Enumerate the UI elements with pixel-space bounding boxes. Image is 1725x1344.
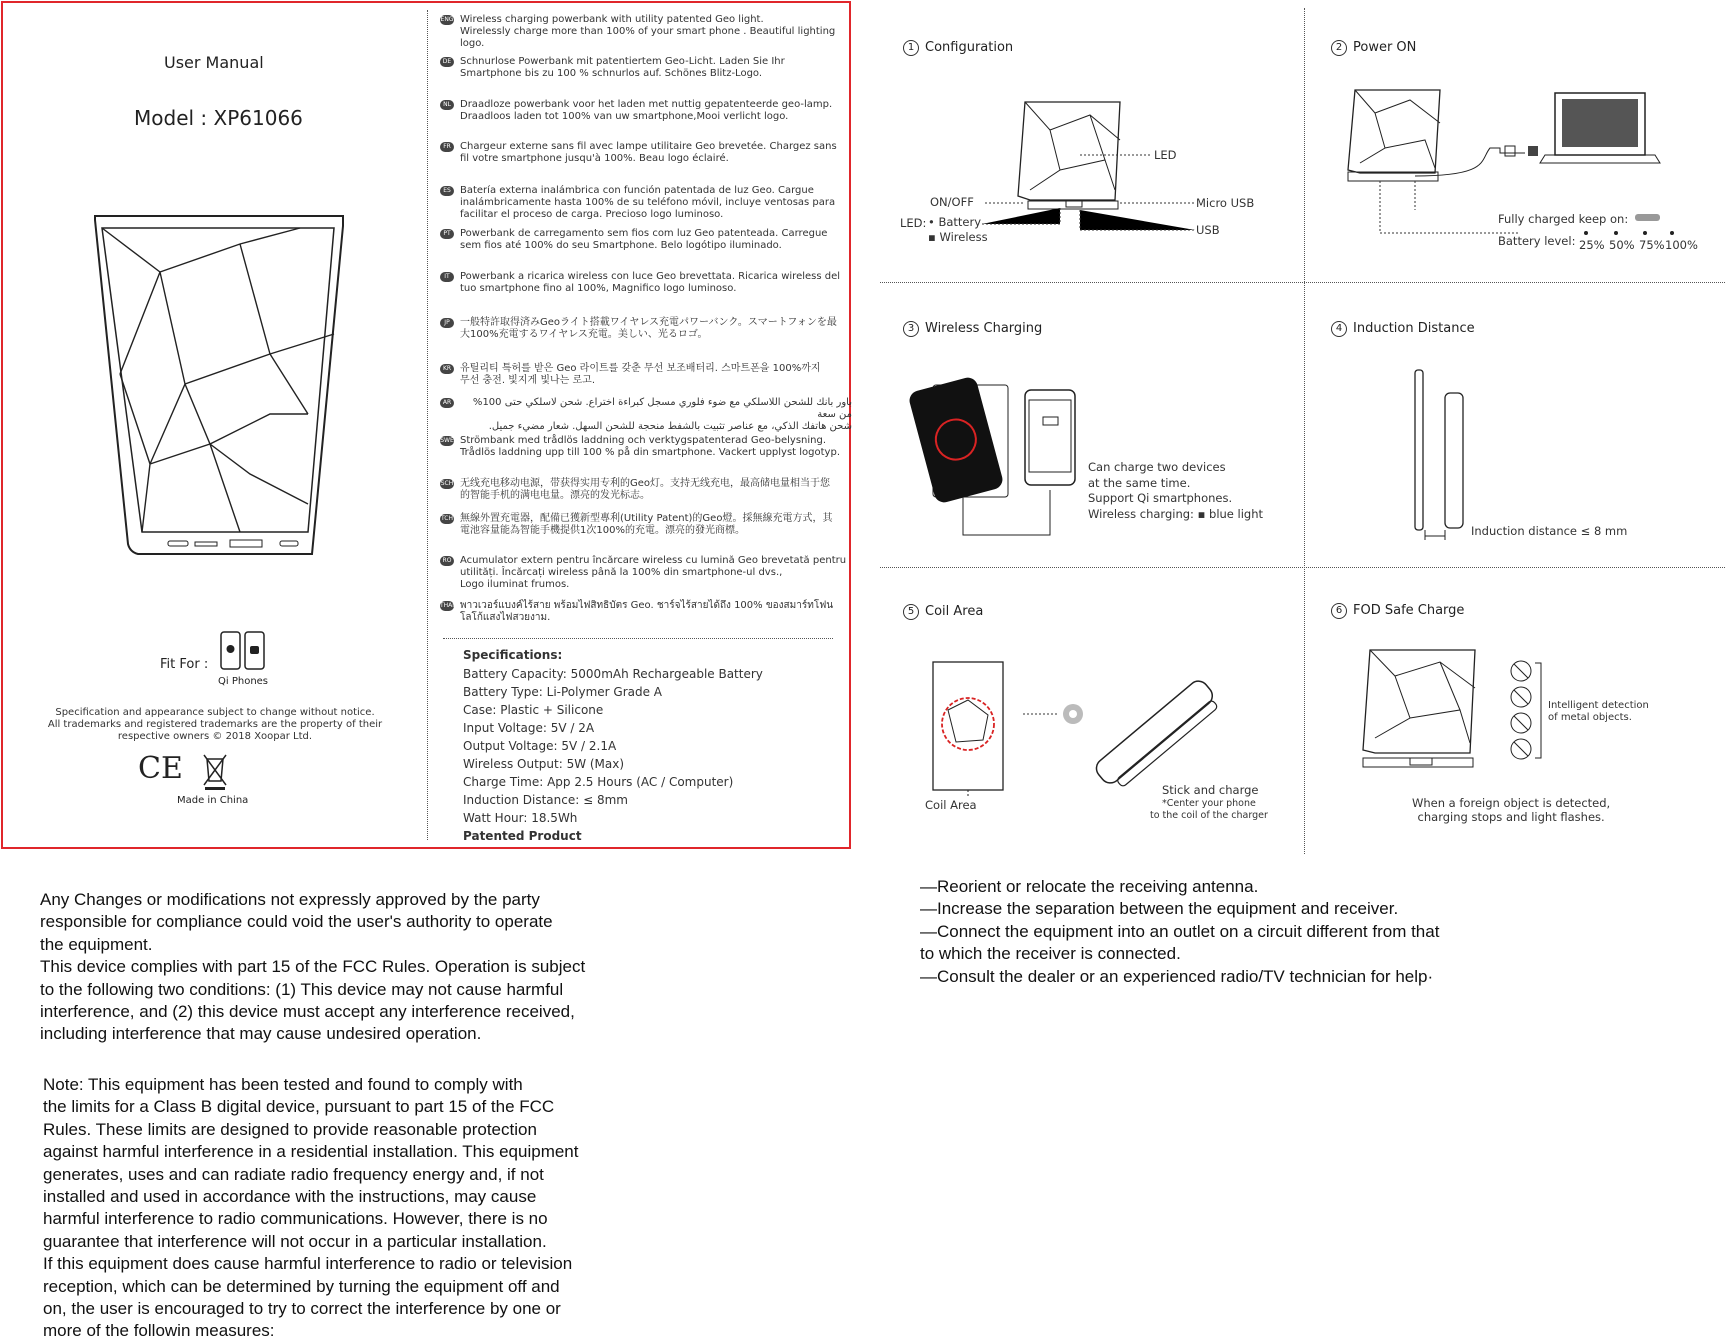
spec-item: Induction Distance: ≤ 8mm: [463, 793, 628, 807]
language-code-badge: PT: [440, 229, 454, 239]
label-battery: • Battery: [928, 215, 982, 229]
language-description: Powerbank a ricarica wireless con luce Geo brevettata. Ricarica wireless del tuo smartphone fino al 100%, Magnifico logo luminoso.: [460, 271, 841, 294]
section-power-on-title: 2 Power ON: [1331, 40, 1416, 56]
spec-item: Input Voltage: 5V / 2A: [463, 721, 595, 735]
language-code-badge: TCH: [440, 515, 453, 522]
language-description: 유틸리티 특허를 받은 Geo 라이트를 갖춘 무선 보조배터리. 스마트폰을 100%까지 무선 충전. 빛지게 빛나는 로고.: [460, 363, 821, 386]
qi-phones-label: Qi Phones: [218, 676, 269, 687]
fcc-class-b-note: Note: This equipment has been tested and found to comply with the limits for a Class B digital device, pursuant to part 15 of the FCC Rules. These limits are designed to provide reasonable protection against harmful interference in a residential installation. This equipment generates, uses and can radiate radio frequency energy and, if not installed and used in accordance with the instructions, may cause harmful interference to radio communications. However, there is no guarantee that interference will not occur in a particular installation. If this equipment does cause harmful interference to radio or television reception, which can be determined by turning the equipment off and on, the user is encouraged to try to correct the interference by one or more of the followin measures:: [43, 1075, 579, 1341]
manual-title: User Manual: [164, 53, 264, 72]
language-code-badge: SCH: [440, 480, 454, 487]
label-led: LED: [1154, 148, 1177, 162]
language-code-badge: JP: [440, 318, 454, 328]
language-description: Wireless charging powerbank with utility patented Geo light. Wirelessly charge more than 100% of your smart phone . Beautiful lighting logo.: [460, 14, 836, 49]
section-configuration-title: 1 Configuration: [903, 40, 1013, 56]
language-description: Schnurlose Powerbank mit patentiertem Geo-Licht. Laden Sie Ihr Smartphone bis zu 100 % schnurlos auf. Schönes Blitz-Logo.: [460, 56, 785, 79]
spec-item: Watt Hour: 18.5Wh: [463, 811, 578, 825]
weee-bin-icon: [202, 753, 228, 791]
battery-level-50: 50%: [1609, 238, 1635, 252]
induction-distance-desc: Induction distance ≤ 8 mm: [1471, 524, 1628, 538]
language-description: Draadloze powerbank voor het laden met nuttig gepatenteerde geo-lamp. Draadloos laden tot 100% van uw smartphone,Mooi verlicht logo.: [460, 99, 833, 122]
label-usb: USB: [1196, 223, 1220, 237]
label-battery-level: Battery level:: [1498, 234, 1576, 248]
battery-level-25: 25%: [1579, 238, 1605, 252]
disclaimer-text: Specification and appearance subject to change without notice. All trademarks and registered trademarks are the property of their respective owners © 2018 Xoopar Ltd.: [47, 707, 383, 742]
language-description: Chargeur externe sans fil avec lampe utilitaire Geo brevetée. Chargez sans fil votre smartphone jusqu'à 100%. Beau logo éclairé.: [460, 141, 837, 164]
wireless-charging-diagram: [915, 375, 1085, 540]
language-description: Strömbank med trådlös laddning och verktygspatenterad Geo-belysning. Trådlös laddning upp till 100 % på din smartphone. Vackert upplyst logotyp.: [460, 435, 840, 458]
language-description: باور بانك للشحن اللاسلكي مع ضوء فلوري مسجل كبراءة اختراع. شحن لاسلكي حتى 100% من سعة شحن هاتفك الذكي، مع عناصر تثبيت بالشفط منحجة للشحن السهل. شعار مضيء جميل.: [472, 397, 852, 432]
metal-object-icons: [1508, 658, 1548, 768]
section-fod-title: 6 FOD Safe Charge: [1331, 603, 1464, 619]
battery-level-100: 100%: [1665, 238, 1698, 252]
fod-detect-text: Intelligent detection of metal objects.: [1548, 700, 1649, 723]
language-code-badge: IT: [440, 272, 454, 282]
language-code-badge: RO: [440, 556, 454, 566]
specs-heading: Specifications:: [463, 648, 563, 662]
spec-item: Battery Type: Li-Polymer Grade A: [463, 685, 663, 699]
fcc-compliance-paragraph: Any Changes or modifications not expressly approved by the party responsible for compliance could void the user's authority to operate the equipment. This device complies with part 15 of the FCC Rules. Operation is subject to the following two conditions: (1) This device may not cause harmful interference, and (2) this device must accept any interference received, including interference that may cause undesired operation.: [40, 890, 586, 1044]
language-code-badge: SWE: [440, 437, 454, 444]
language-code-badge: KR: [440, 364, 454, 374]
section-induction-distance-title: 4 Induction Distance: [1331, 321, 1475, 337]
grid-divider-2: [880, 567, 1725, 568]
language-code-badge: AR: [440, 398, 454, 408]
fit-for-label: Fit For :: [160, 657, 209, 672]
configuration-leader-lines: [980, 150, 1200, 240]
language-code-badge: NL: [440, 100, 454, 110]
phones-icon: [220, 631, 266, 671]
grid-divider-1: [880, 282, 1725, 283]
language-description: 一般特許取得済みGeoライト搭載ワイヤレス充電パワーバンク。スマートフォンを最 大100%充電するワイヤレス充電。美しい、光るロゴ。: [460, 317, 837, 340]
specs-footer: Patented Product: [463, 829, 582, 843]
panel-divider: [427, 10, 428, 840]
grid-divider-vertical: [1304, 8, 1305, 854]
spec-item: Output Voltage: 5V / 2.1A: [463, 739, 617, 753]
language-code-badge: ENG: [440, 16, 454, 23]
label-on-off: ON/OFF: [930, 195, 974, 209]
made-in-label: Made in China: [177, 795, 249, 806]
section-wireless-charging-title: 3 Wireless Charging: [903, 321, 1042, 337]
spec-item: Wireless Output: 5W (Max): [463, 757, 625, 771]
language-description: พาวเวอร์แบงค์ไร้สาย พร้อมไฟสิทธิบัตร Geo. ชาร์จไร้สายได้ถึง 100% ของสมาร์ทโฟน โลโก้แสงไฟสวยงาม.: [460, 600, 834, 623]
language-code-badge: FR: [440, 142, 454, 152]
fod-desc: When a foreign object is detected, charging stops and light flashes.: [1412, 796, 1611, 824]
language-description: Batería externa inalámbrica con función patentada de luz Geo. Cargue inalámbricamente hasta 100% de su teléfono móvil, incluye ventosas para facilitar el proceso de carga. Precioso logo luminoso.: [460, 185, 836, 220]
section-coil-area-title: 5 Coil Area: [903, 604, 983, 620]
center-phone-note: *Center your phone to the coil of the charger: [1150, 798, 1268, 821]
language-description: 無線外置充電器，配備已獲新型專利(Utility Patent)的Geo燈。採無線充電方式，其 電池容量能為智能手機提供1次100%的充電。漂亮的發光商標。: [460, 513, 833, 536]
coil-area-label: Coil Area: [925, 798, 977, 812]
fcc-measures-list: —Reorient or relocate the receiving antenna. —Increase the separation between the equipment and receiver. —Connect the equipment into an outlet on a circuit different from that to which the receiver is connected. —Consult the dealer or an experienced radio/TV technician for help·: [920, 877, 1440, 986]
model-number: Model : XP61066: [134, 106, 303, 130]
induction-distance-diagram: [1405, 368, 1485, 543]
stick-and-charge: Stick and charge: [1162, 783, 1259, 797]
label-led-prefix: LED:: [900, 216, 927, 230]
powerbank-illustration: [90, 214, 360, 559]
spec-item: Charge Time: App 2.5 Hours (AC / Computer): [463, 775, 734, 789]
battery-level-75: 75%: [1639, 238, 1665, 252]
label-fully-charged: Fully charged keep on:: [1498, 212, 1629, 226]
language-code-badge: THAI: [440, 602, 455, 609]
language-code-badge: ES: [440, 186, 454, 196]
label-micro-usb: Micro USB: [1196, 196, 1255, 210]
ce-mark: CE: [138, 751, 183, 786]
wireless-charging-desc: Can charge two devices at the same time. Support Qi smartphones. Wireless charging: ▪ blue light: [1088, 460, 1264, 521]
spec-item: Case: Plastic + Silicone: [463, 703, 604, 717]
language-description: Powerbank de carregamento sem fios com luz Geo patenteada. Carregue sem fios até 100% do seu Smartphone. Belo logótipo iluminado.: [460, 228, 828, 251]
language-description: Acumulator extern pentru încărcare wireless cu lumină Geo brevetată pentru utilități. Încărcați wireless până la 100% din smartphone-ul dvs., Logo iluminat frumos.: [460, 555, 847, 590]
specs-divider: [443, 638, 833, 639]
language-code-badge: DE: [440, 57, 454, 67]
label-wireless: ▪ Wireless: [928, 230, 988, 244]
spec-item: Battery Capacity: 5000mAh Rechargeable Battery: [463, 667, 763, 681]
language-description: 无线充电移动电源，带获得实用专利的Geo灯。支持无线充电，最高储电量相当于您 的智能手机的满电电量。漂亮的发光标志。: [460, 478, 831, 501]
